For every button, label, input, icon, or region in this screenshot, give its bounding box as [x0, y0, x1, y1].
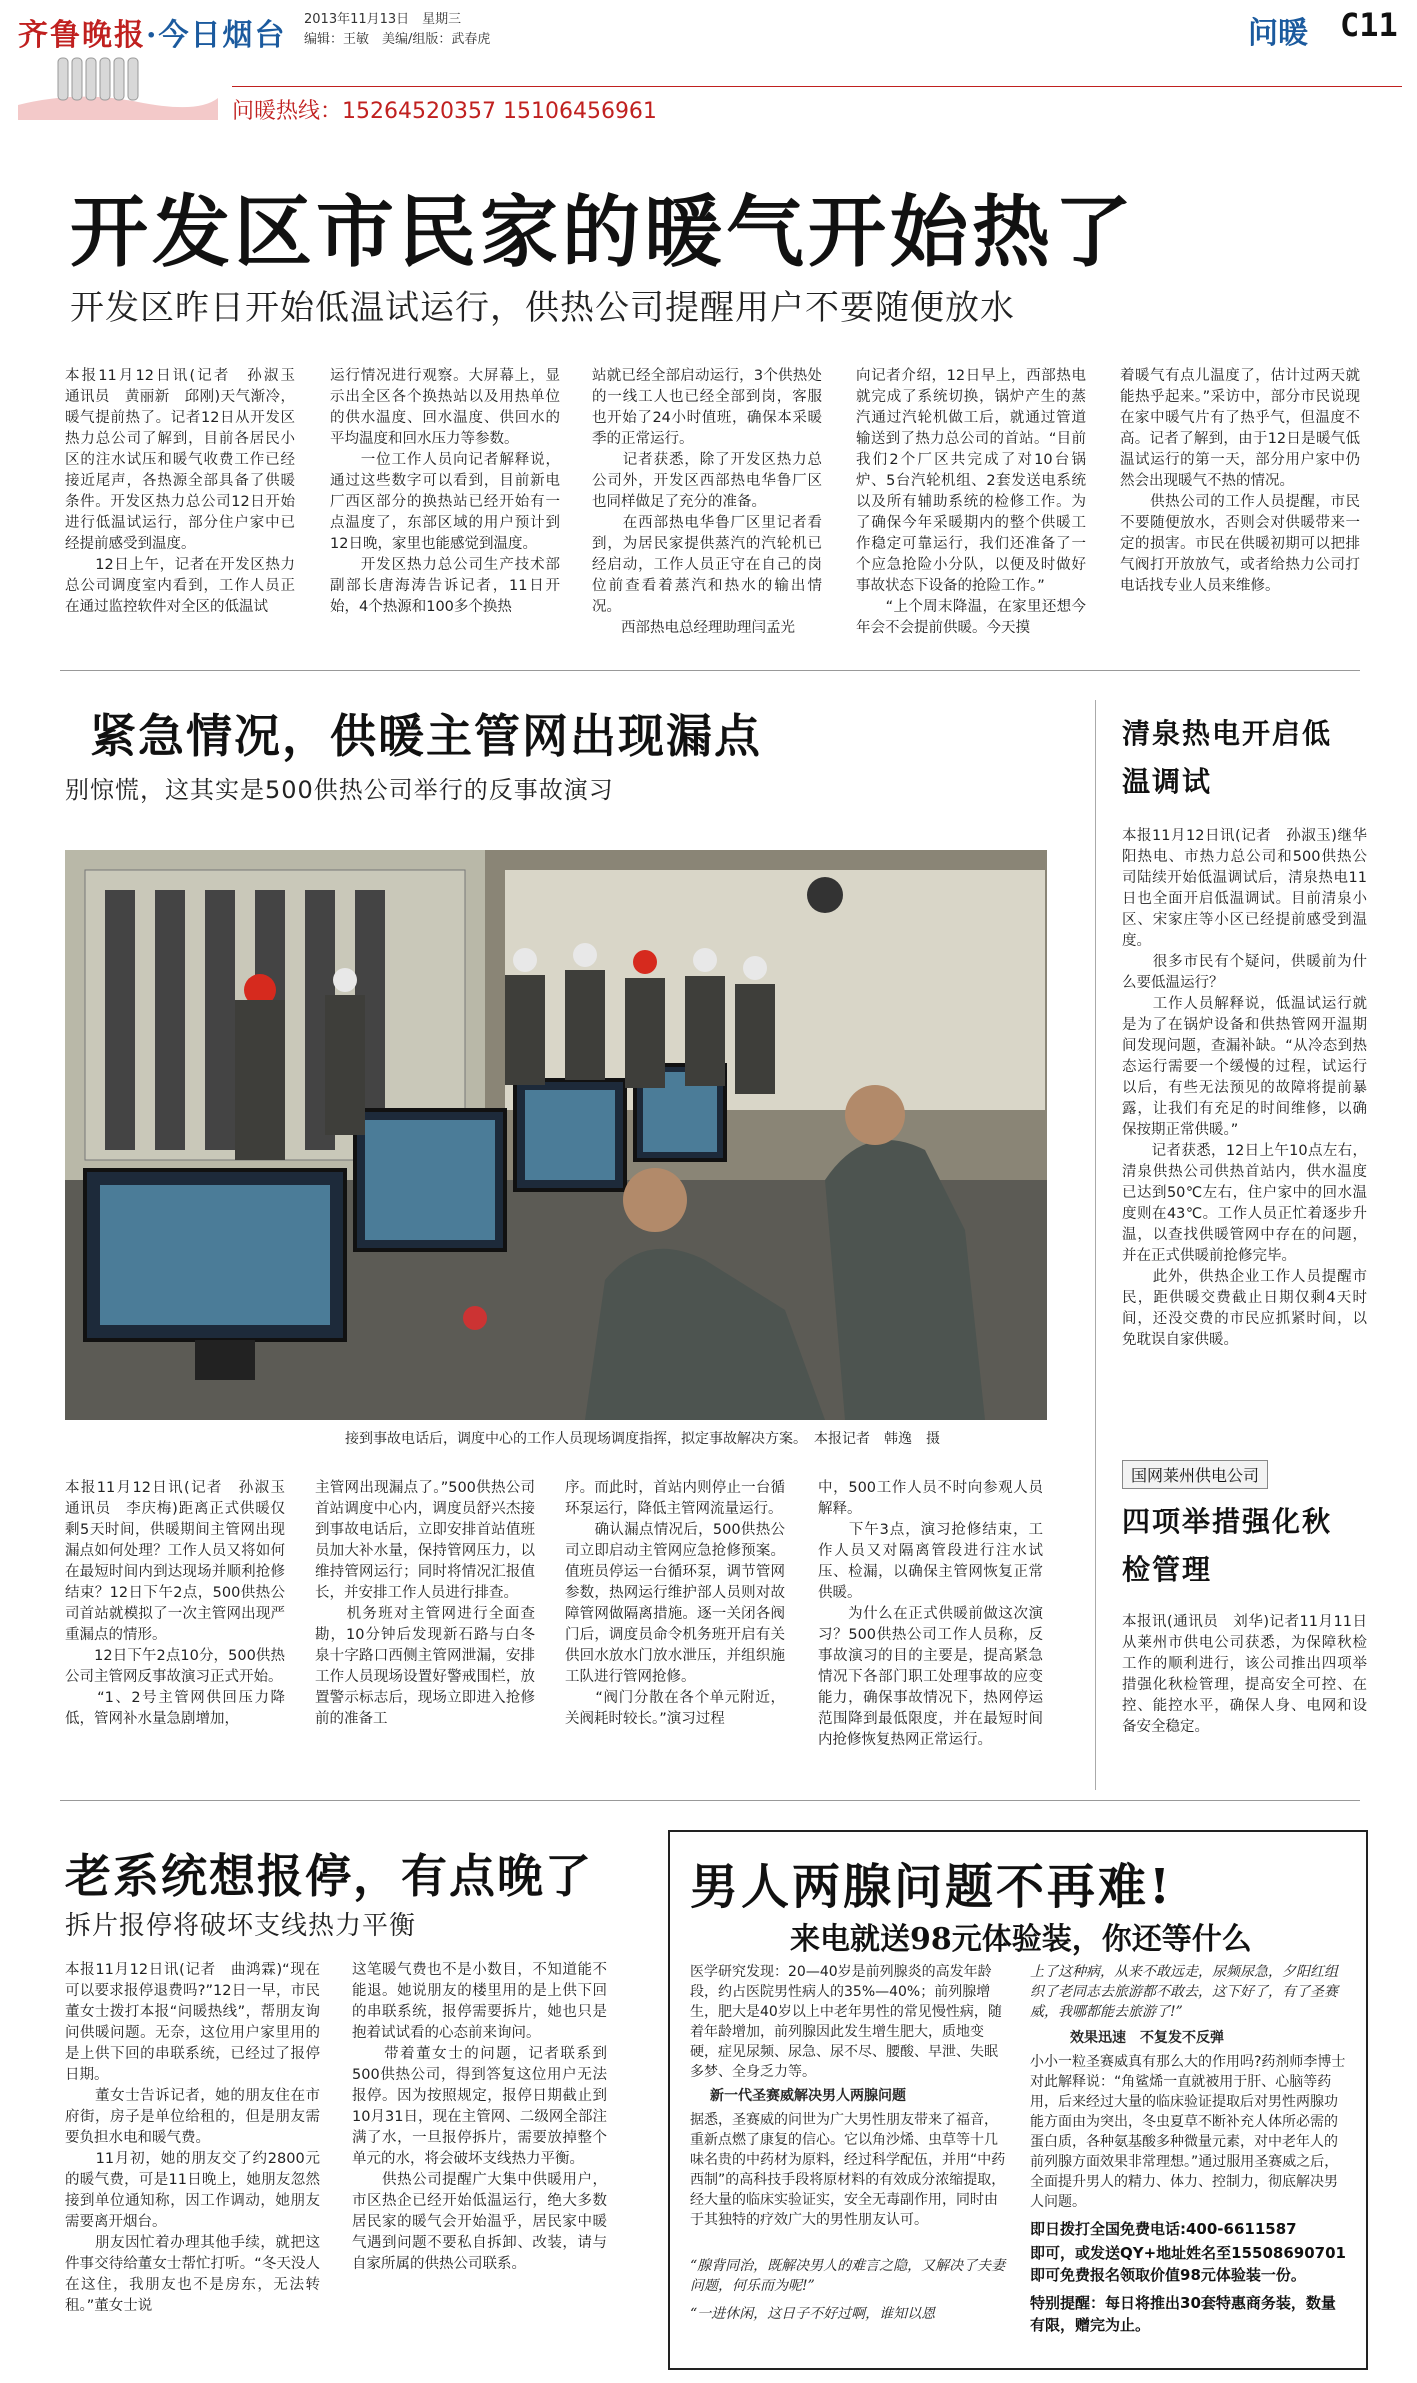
late-deck: 拆片报停将破坏支线热力平衡 [65, 1911, 417, 1941]
late-column-1: 本报11月12日讯(记者 曲鸿霖)“现在可以要求报停退费吗?”12日一早，市民董女士拨打本报“问暖热线”，帮朋友询问供暖问题。无奈，这位用户家里用的是上供下回的串联系统，已经过了报停日期。 董女士告诉记者，她的朋友住在市府街，房子是单位给租的，但是朋友需要负担水电和暖气费。 11月初，她的朋友交了约2800元的暖气费，可是11日晚上，她朋友忽然接到单位通知称，因工作调动，她朋友需要离开烟台。 朋友因忙着办理其他手续，就把这件事交待给董女士帮忙打听。“冬天没人在这住，我朋友也不是房东，无法转租。”董女士说 [65, 1962, 320, 2314]
lead-column-4: 向记者介绍，12日早上，西部热电就完成了系统切换，锅炉产生的蒸汽通过汽轮机做工后，就通过管道输送到了热力总公司的首站。“目前我们2个厂区共完成了对10台锅炉、5台汽轮机组、2套发送电系统以及所有辅助系统的检修工作。为了确保今年采暖期内的整个供暖工作稳定可靠运行，我们还准备了一个应急抢险小分队，以便及时做好事故状态下设备的抢险工作。” “上个周末降温，在家里还想今年会不会提前供暖。今天摸 [856, 368, 1086, 636]
ad-col2-body: 小小一粒圣赛威真有那么大的作用吗?药剂师李博士对此解释说：“角鲨烯一直就被用于肝、心脑等药用，后来经过大量的临床验证提取后对男性两腺功能方面由为突出，冬虫夏草不断补充人体所必需的蛋白质，各种氨基酸多种微量元素，对中老年人的前列腺方面效果非常理想。”通过服用圣赛威之后，全面提升男人的精力、体力、控制力，彻底解决男人问题。 [1030, 2054, 1346, 2210]
section-divider [60, 670, 1360, 671]
ad-col1-body: 据悉，圣赛威的问世为广大男性朋友带来了福音，重新点燃了康复的信心。它以角沙烯、虫草等十几味名贵的中药材为原料，经过科学配伍，并用“中药西制”的高科技手段将原材料的有效成分浓缩提取，经大量的临床实验证实，安全无毒副作用，同时由于其独特的疗效广大的男性朋友认可。 [690, 2112, 1006, 2228]
photo-caption: 接到事故电话后，调度中心的工作人员现场调度指挥，拟定事故解决方案。 本报记者 韩逸 摄 [345, 1431, 940, 1447]
lead-headline: 开发区市民家的暖气开始热了 [70, 188, 1137, 278]
ad-col2-heading: 效果迅速 不复发不反弹 [1070, 2030, 1224, 2046]
ad-subtitle: 来电就送98元体验装，你还等什么 [790, 1922, 1252, 1957]
ad-quote-2: 上了这种病，从来不敢远走，尿频尿急，夕阳红组织了老同志去旅游都不敢去，这下好了，有了圣赛威，我哪都能去旅游了!” [1030, 1964, 1338, 2020]
right-column-rule [1095, 700, 1096, 1790]
drill-column-2: 主管网出现漏点了。”500供热公司首站调度中心内，调度员舒兴杰接到事故电话后，立即安排首站值班员加大补水量，保持管网压力，以维持管网运行；同时将情况汇报值长，并安排工作人员进行排查。 机务班对主管网进行全面查勘，10分钟后发现新石路与白冬泉十字路口西侧主管网泄漏，安排工作人员现场设置好警戒围栏，放置警示标志后，现场立即进入抢修前的准备工 [315, 1480, 535, 1727]
health-ad [668, 1830, 1368, 2370]
paper-logo: 齐鲁晚报·今日烟台 [18, 18, 287, 53]
bottom-divider [60, 1800, 1360, 1801]
ad-title: 男人两腺问题不再难! [690, 1859, 1174, 1915]
qingquan-body: 本报11月12日讯(记者 孙淑玉)继华阳热电、市热力总公司和500供热公司陆续开始低温调试后，清泉热电11日也全面开启低温调试。目前清泉小区、宋家庄等小区已经提前感受到温度。 很多市民有个疑问，供暖前为什么要低温运行？ 工作人员解释说，低温试运行就是为了在锅炉设备和供热管网开温期间发现问题，查漏补缺。“从冷态到热态运行需要一个缓慢的过程，试运行以后，有些无法预见的故障将提前暴露，让我们有充足的时间维修，以确保按期正常供暖。” 记者获悉，12日上午10点左右，清泉供热公司供热首站内，供水温度已达到50℃左右，住户家中的回水温度则在43℃。工作人员正忙着逐步升温，以查找供暖管网中存在的问题，并在正式供暖前抢修完毕。 此外，供热企业工作人员提醒市民，距供暖交费截止日期仅剩4天时间，还没交费的市民应抓紧时间，以免耽误自家供暖。 [1122, 828, 1367, 1348]
lead-column-5: 着暖气有点儿温度了，估计过两天就能热乎起来。”采访中，部分市民说现在家中暖气片有了热乎气，但温度不高。记者了解到，由于12日是暖气低温试运行的第一天，部分用户家中仍然会出现暖气不热的情况。 供热公司的工作人员提醒，市民不要随便放水，否则会对供暖带来一定的损害。市民在供暖初期可以把排气阀打开放放气，或者给热力公司打电话找专业人员来维修。 [1120, 368, 1360, 594]
issue-date: 2013年11月13日 星期三 [304, 12, 462, 27]
lead-deck: 开发区昨日开始低温试运行，供热公司提醒用户不要随便放水 [70, 288, 1015, 328]
qingquan-headline: 清泉热电开启低温调试 [1122, 717, 1333, 798]
ad-quote-1b: “一进休闲，这日子不好过啊，谁知以恩 [690, 2306, 936, 2322]
ad-intro: 医学研究发现：20—40岁是前列腺炎的高发年龄段，约占医院男性病人的35%—40%；前列腺增生，肥大是40岁以上中老年男性的常见慢性病，随着年龄增加，前列腺因此发生增生肥大，质地变硬，症见尿频、尿急、尿不尽、腰酸、早泄、失眠多梦、全身乏力等。 [690, 1964, 1002, 2080]
late-column-2: 这笔暖气费也不是小数目，不知道能不能退。她说朋友的楼里用的是上供下回的串联系统，报停需要拆片，她也只是抱着试试看的心态前来询问。 带着董女士的问题，记者联系到500供热公司，得到答复这位用户无法报停。因为按照规定，报停日期截止到10月31日，现在主管网、二级网全部注满了水，一旦报停拆片，需要放掉整个单元的水，将会破坏支线热力平衡。 供热公司提醒广大集中供暖用户，市区热企已经开始低温运行，绝大多数居民家的暖气会开始温乎，居民家中暖气遇到问题不要私自拆卸、改装，请与自家所属的供热公司联系。 [352, 1962, 607, 2272]
ad-quote-1: “腺背同治，既解决男人的难言之隐，又解决了夫妻问题，何乐而为呢!” [690, 2258, 1006, 2294]
ad-phone: 即日拨打全国免费电话:400-6611587 [1030, 2220, 1297, 2238]
page-number: C11 [1340, 6, 1398, 44]
hotline: 问暖热线：15264520357 15106456961 [232, 99, 657, 124]
lead-column-2: 运行情况进行观察。大屏幕上，显示出全区各个换热站以及用热单位的供水温度、回水温度、供回水的平均温度和回水压力等参数。 一位工作人员向记者解释说，通过这些数字可以看到，目前新电厂西区部分的换热站已经开始有一点温度了，东部区域的用户预计到12日晚，家里也能感觉到温度。 开发区热力总公司生产技术部副部长唐海涛告诉记者，11日开始，4个热源和100多个换热 [330, 368, 560, 615]
drill-column-3: 序。而此时，首站内则停止一台循环泵运行，降低主管网流量运行。 确认漏点情况后，500供热公司立即启动主管网应急抢修预案。值班员停运一台循环泵，调节管网参数，热网运行维护部人员则对故障管网做隔离措施。逐一关闭各阀门后，调度员命令机务班开启有关供回水放水门放水泄压，并组织施工队进行管网抢修。 “阀门分散在各个单元附近，关阀耗时较长。”演习过程 [565, 1480, 785, 1727]
ad-notice: 特别提醒：每日将推出30套特惠商务装，数量有限，赠完为止。 [1030, 2294, 1336, 2334]
lead-column-3: 站就已经全部启动运行，3个供热处的一线工人也已经全部到岗，客服也开始了24小时值班，确保本采暖季的正常运行。 记者获悉，除了开发区热力总公司外，开发区西部热电华鲁厂区也同样做足了充分的准备。 在西部热电华鲁厂区里记者看到，为居民家提供蒸汽的汽轮机已经启动，工作人员正守在自己的岗位前查看着蒸汽和热水的输出情况。 西部热电总经理助理闫孟光 [592, 368, 822, 636]
editor-credits: 编辑：王敏 美编/组版：武春虎 [304, 32, 491, 47]
drill-deck: 别惊慌，这其实是500供热公司举行的反事故演习 [65, 776, 614, 804]
ad-sms: 即可，或发送QY+地址姓名至15508690701即可免费报名领取价值98元体验装一份。 [1030, 2244, 1346, 2284]
drill-column-4: 中，500工作人员不时向参观人员解释。 下午3点，演习抢修结束，工作人员又对隔离管段进行注水试压、检漏，以确保主管网恢复正常供暖。 为什么在正式供暖前做这次演习？500供热公司工作人员称，反事故演习的目的主要是，提高紧急情况下各部门职工处理事故的应变能力，确保事故情况下，热网停运范围降到最低限度，并在最短时间内抢修恢复热网正常运行。 [818, 1480, 1043, 1748]
masthead [0, 0, 1417, 140]
drill-column-1: 本报11月12日讯(记者 孙淑玉 通讯员 李庆梅)距离正式供暖仅剩5天时间，供暖期间主管网出现漏点如何处理？工作人员又将如何在最短时间内到达现场并顺利抢修结束？12日下午2点，500供热公司首站就模拟了一次主管网出现严重漏点的情形。 12日下午2点10分，500供热公司主管网反事故演习正式开始。 “1、2号主管网供回压力降低，管网补水量急剧增加， [65, 1480, 285, 1727]
control-room-photo [65, 850, 1047, 1420]
masthead-rule [232, 86, 1402, 87]
grid-headline: 四项举措强化秋检管理 [1122, 1505, 1333, 1586]
radiator-icon [18, 50, 218, 120]
late-headline: 老系统想报停，有点晚了 [65, 1849, 593, 1903]
drill-headline: 紧急情况，供暖主管网出现漏点 [90, 709, 762, 763]
grid-source-label: 国网莱州供电公司 [1122, 1460, 1268, 1489]
lead-column-1: 本报11月12日讯(记者 孙淑玉 通讯员 黄丽新 邱刚)天气渐冷，暖气提前热了。记者12日从开发区热力总公司了解到，目前各居民小区的注水试压和暖气收费工作已经接近尾声，各热源全部具备了供暖条件。开发区热力总公司12日开始进行低温试运行，部分住户家中已经提前感受到温度。 12日上午，记者在开发区热力总公司调度室内看到，工作人员正在通过监控软件对全区的低温试 [65, 368, 295, 615]
ad-col1-heading: 新一代圣赛威解决男人两腺问题 [710, 2088, 906, 2104]
section-tag: 问暖 [1248, 16, 1308, 51]
grid-body: 本报讯(通讯员 刘华)记者11月11日从莱州市供电公司获悉，为保障秋检工作的顺利进行，该公司推出四项举措强化秋检管理，提高安全可控、在控、能控水平，确保人身、电网和设备安全稳定。 [1122, 1614, 1367, 1735]
